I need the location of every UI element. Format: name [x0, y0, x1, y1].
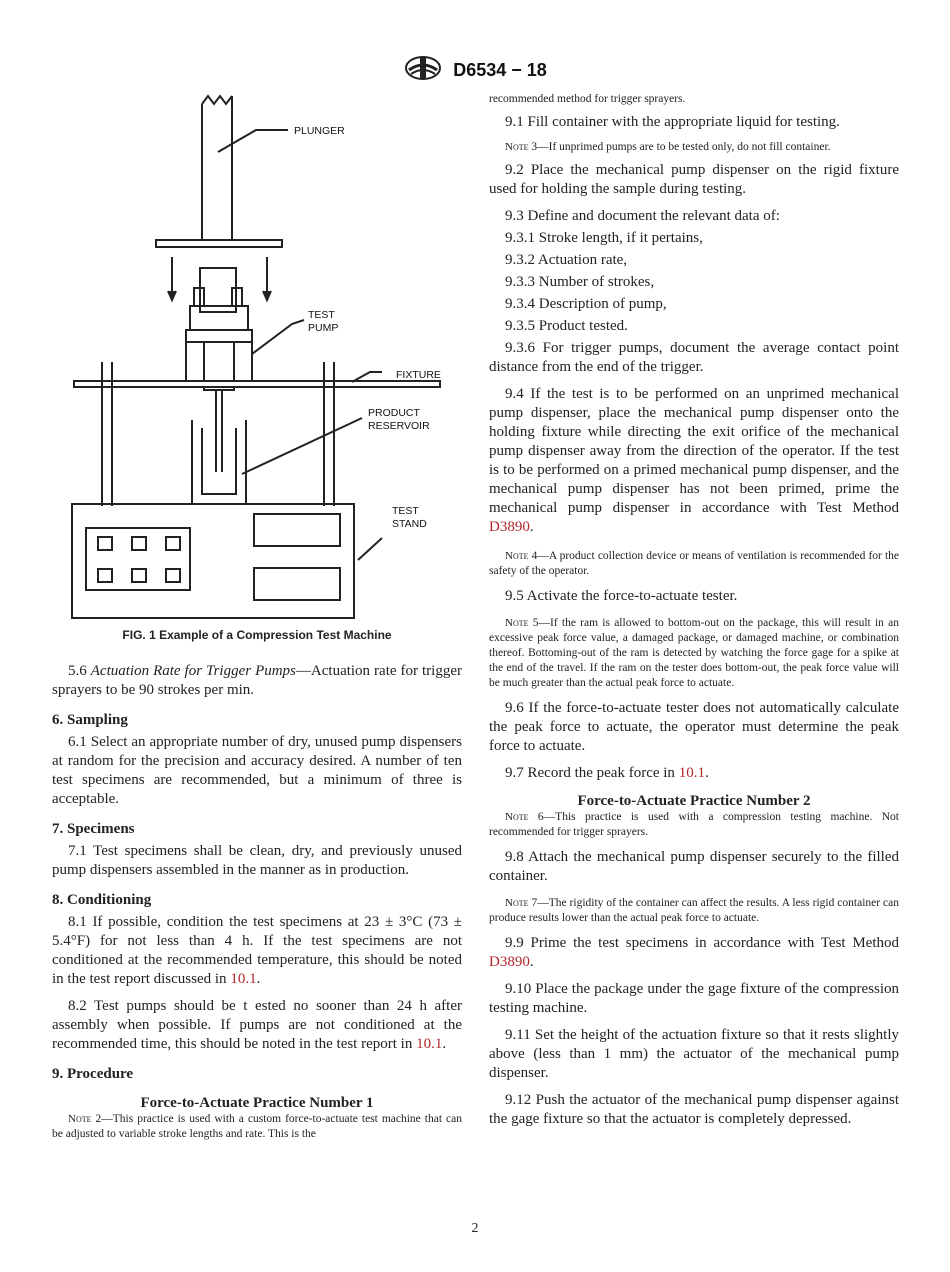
para-9-3-1: 9.3.1 Stroke length, if it pertains, [505, 230, 703, 246]
para-8-1: 8.1 If possible, condition the test specimens at 23 ± 3°C (73 ± 5.4°F) for not less than 4 h. If the test specimens are not conditioned at the recommended temperature, this should be noted in the test report discussed in 10.1. [52, 914, 462, 987]
para-9-3-2: 9.3.2 Actuation rate, [505, 252, 628, 268]
note-5: Note 5—If the ram is allowed to bottom-out on the package, this will result in an excessive peak force value, a damaged package, or damaged machine, or combination thereof. Bottoming-out of the ram is detected by watching the force gage for a spike at the end of the travel. If the ram on the tester does bottom-out, the peak force value will be much greater than the actual peak force to actuate. [489, 617, 899, 689]
para-9-11: 9.11 Set the height of the actuation fixture so that it rests slightly above (less than 1 mm) the actuator of the mechanical pump dispenser. [489, 1027, 899, 1081]
link-10-1[interactable]: 10.1 [416, 1036, 443, 1052]
para-9-4: 9.4 If the test is to be performed on an unprimed mechanical pump dispenser, place the mechanical pump dispenser onto the holding fixture while directing the exit orifice of the mechanical pump dispenser away from the direction of the operator. If the test is to be performed on a primed mechanical pump dispenser, and the mechanical pump dispenser has not been primed, prime the mechanical pump dispenser in accordance with Test Method D3890. [489, 386, 899, 535]
subheading-practice-1: Force-to-Actuate Practice Number 1 [140, 1095, 374, 1111]
para-9-5: 9.5 Activate the force-to-actuate tester. [505, 588, 738, 604]
note-4: Note 4—A product collection device or means of ventilation is recommended for the safety of the operator. [489, 550, 899, 577]
para-9-3-5: 9.3.5 Product tested. [505, 318, 628, 334]
para-9-2: 9.2 Place the mechanical pump dispenser on the rigid fixture used for holding the sample during testing. [489, 162, 899, 197]
compression-test-machine-diagram [52, 92, 462, 632]
figure-1 [52, 92, 462, 652]
para-9-6: 9.6 If the force-to-actuate tester does not automatically calculate the peak force to actuate, the operator must determine the peak force to actuate. [489, 700, 899, 754]
label-stand-2: STAND [392, 518, 427, 530]
label-test-pump-1: TEST [308, 309, 335, 321]
note-3: Note 3—If unprimed pumps are to be tested only, do not fill container. [505, 141, 831, 153]
para-9-3-3: 9.3.3 Number of strokes, [505, 274, 655, 290]
label-reservoir-2: RESERVOIR [368, 420, 430, 432]
document-designation: D6534 − 18 [453, 60, 547, 80]
link-10-1[interactable]: 10.1 [678, 765, 705, 781]
para-9-9: 9.9 Prime the test specimens in accordance with Test Method D3890. [489, 935, 899, 970]
section-heading-specimens: 7. Specimens [52, 821, 135, 837]
para-7-1: 7.1 Test specimens shall be clean, dry, and previously unused pump dispensers assembled in the manner as in production. [52, 843, 462, 878]
para-8-2: 8.2 Test pumps should be t ested no sooner than 24 h after assembly when possible. If pumps are not conditioned at the recommended time, this should be noted in the test report in 10.1. [52, 998, 462, 1052]
para-9-10: 9.10 Place the package under the gage fixture of the compression testing machine. [489, 981, 899, 1016]
section-heading-conditioning: 8. Conditioning [52, 892, 152, 908]
label-reservoir-1: PRODUCT [368, 407, 420, 419]
para-9-8: 9.8 Attach the mechanical pump dispenser securely to the filled container. [489, 849, 899, 884]
para-9-7: 9.7 Record the peak force in 10.1. [505, 765, 709, 781]
link-d3890[interactable]: D3890 [489, 954, 530, 970]
label-fixture: FIXTURE [396, 369, 441, 381]
para-9-1: 9.1 Fill container with the appropriate liquid for testing. [505, 114, 840, 130]
left-column [52, 92, 462, 1142]
para-6-1: 6.1 Select an appropriate number of dry, unused pump dispensers at random for the precision and accuracy desired. A number of ten test specimens are recommended, but a minimum of three is acceptable. [52, 734, 462, 807]
section-heading-procedure: 9. Procedure [52, 1066, 134, 1082]
note-7: Note 7—The rigidity of the container can affect the results. A less rigid container can produce results lower than the actual peak force to actuate. [489, 897, 899, 924]
subheading-practice-2: Force-to-Actuate Practice Number 2 [577, 793, 811, 809]
para-9-3-6: 9.3.6 For trigger pumps, document the average contact point distance from the end of the trigger. [489, 340, 899, 375]
section-heading-sampling: 6. Sampling [52, 712, 128, 728]
link-10-1[interactable]: 10.1 [230, 971, 257, 987]
note-6: Note 6—This practice is used with a compression testing machine. Not recommended for trigger sprayers. [489, 811, 899, 838]
label-plunger: PLUNGER [294, 125, 345, 137]
para-9-3-4: 9.3.4 Description of pump, [505, 296, 667, 312]
figure-caption: FIG. 1 Example of a Compression Test Machine [122, 628, 392, 642]
para-9-12: 9.12 Push the actuator of the mechanical pump dispenser against the gage fixture so that the actuator is completely depressed. [489, 1092, 899, 1127]
note-2: Note 2—This practice is used with a custom force-to-actuate test machine that can be adjusted to variable stroke lengths and rate. This is the [52, 1113, 462, 1140]
para-5-6: 5.6 Actuation Rate for Trigger Pumps—Actuation rate for trigger sprayers to be 90 strokes per min. [52, 663, 462, 698]
label-stand-1: TEST [392, 505, 419, 517]
page-header [0, 56, 950, 85]
page-number: 2 [471, 1221, 479, 1236]
para-9-3: 9.3 Define and document the relevant data of: [505, 208, 780, 224]
link-d3890[interactable]: D3890 [489, 519, 530, 535]
note-2-continued: recommended method for trigger sprayers. [489, 93, 686, 105]
astm-logo-icon [403, 56, 443, 85]
label-test-pump-2: PUMP [308, 322, 339, 334]
right-column [489, 92, 899, 1129]
